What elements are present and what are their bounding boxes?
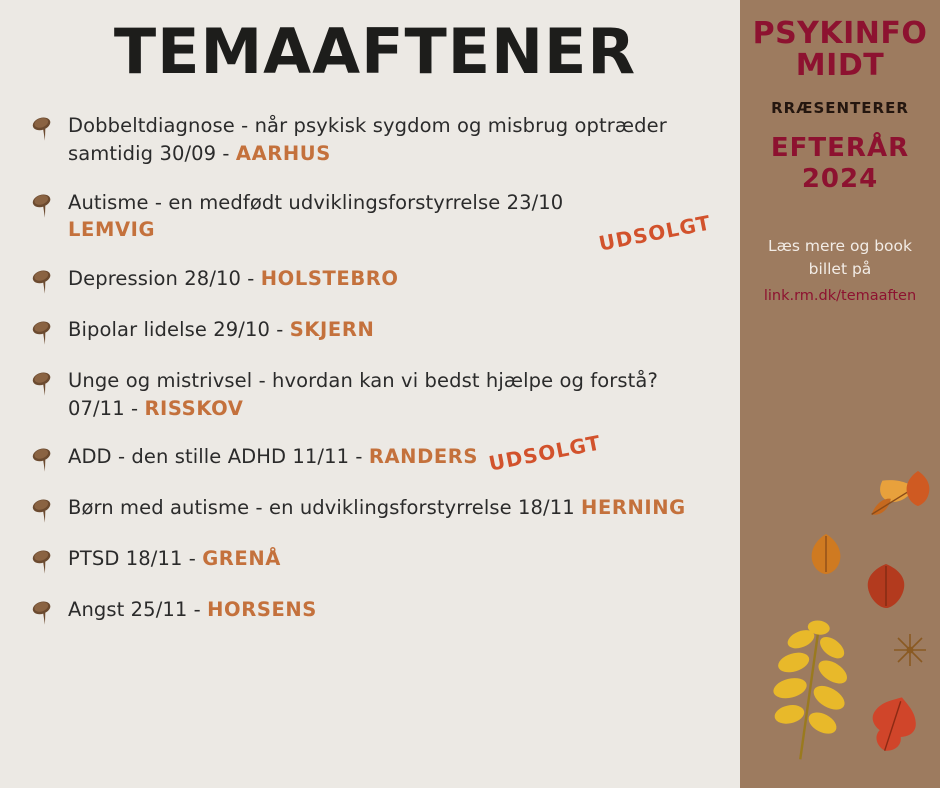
- autumn-leaf-icon: [900, 468, 936, 512]
- event-text: [68, 367, 688, 422]
- autumn-leaf-icon: [890, 630, 930, 674]
- page-title: TEMAAFTENER: [113, 15, 637, 88]
- season-label: [740, 133, 940, 195]
- pushpin-icon: [26, 267, 68, 295]
- list-item: [26, 545, 740, 575]
- event-text: [68, 494, 686, 522]
- season-line-2: 2024: [801, 163, 879, 194]
- event-description: Unge og mistrivsel - hvordan kan vi bedst hjælpe og forstå? 07/11 -: [68, 368, 658, 420]
- list-item: [26, 494, 740, 524]
- event-text: [68, 545, 281, 573]
- event-city: RISSKOV: [144, 396, 244, 420]
- list-item: [26, 265, 740, 295]
- event-text: [68, 316, 374, 344]
- booking-info: [740, 235, 940, 307]
- event-description: Dobbeltdiagnose - når psykisk sygdom og misbrug optræder samtidig 30/09 -: [68, 114, 667, 165]
- event-description: Angst 25/11 -: [68, 598, 208, 622]
- brand-name-line-1: PSYKINFO: [752, 16, 928, 51]
- pushpin-icon: [26, 445, 68, 473]
- event-city: AARHUS: [235, 141, 331, 165]
- brand-block: [740, 0, 940, 83]
- list-item: [26, 596, 740, 626]
- booking-link[interactable]: link.rm.dk/temaaften: [763, 287, 917, 304]
- pushpin-icon: [26, 191, 68, 219]
- event-city: GRENÅ: [202, 547, 281, 571]
- list-item: [26, 430, 740, 476]
- list-item: [26, 189, 740, 256]
- event-description: Bipolar lidelse 29/10 -: [68, 317, 290, 341]
- pushpin-icon: [26, 598, 68, 626]
- event-city: RANDERS: [368, 445, 479, 469]
- brand-name-line-2: MIDT: [795, 48, 885, 84]
- pushpin-icon: [26, 114, 68, 142]
- event-text: [68, 265, 399, 293]
- season-line-1: EFTERÅR: [770, 132, 910, 163]
- booking-text: Læs mere og book billet på: [767, 237, 913, 279]
- pushpin-icon: [26, 318, 68, 346]
- list-item: [26, 367, 740, 422]
- event-city: HERNING: [581, 496, 686, 520]
- list-item: [26, 316, 740, 346]
- event-text: [68, 189, 563, 244]
- event-description: PTSD 18/11 -: [68, 547, 203, 571]
- event-city: LEMVIG: [68, 218, 156, 242]
- pushpin-icon: [26, 547, 68, 575]
- event-description: Depression 28/10 -: [68, 266, 261, 290]
- poster-sidebar: [740, 0, 940, 788]
- status-badge: UDSOLGT: [596, 209, 713, 256]
- event-list: [0, 112, 740, 626]
- pushpin-icon: [26, 496, 68, 524]
- pushpin-icon: [26, 369, 68, 397]
- event-text: [68, 596, 317, 624]
- event-text: [68, 443, 478, 471]
- list-item: [26, 112, 740, 167]
- autumn-leaf-icon: [802, 530, 850, 582]
- status-badge: UDSOLGT: [486, 430, 603, 476]
- event-description: Børn med autisme - en udviklingsforstyrrelse 18/11: [68, 496, 582, 520]
- event-description: Autisme - en medfødt udviklingsforstyrrelse 23/10: [68, 190, 564, 214]
- autumn-leaf-icon: [860, 560, 912, 616]
- autumn-leaf-icon: [858, 690, 928, 764]
- event-city: HOLSTEBRO: [260, 266, 399, 290]
- event-text: [68, 112, 688, 167]
- event-city: SKJERN: [289, 317, 375, 341]
- autumn-leaf-icon: [760, 615, 860, 769]
- presents-label: RRÆSENTERER: [771, 98, 909, 117]
- event-description: ADD - den stille ADHD 11/11 -: [68, 445, 369, 469]
- event-city: HORSENS: [207, 598, 317, 622]
